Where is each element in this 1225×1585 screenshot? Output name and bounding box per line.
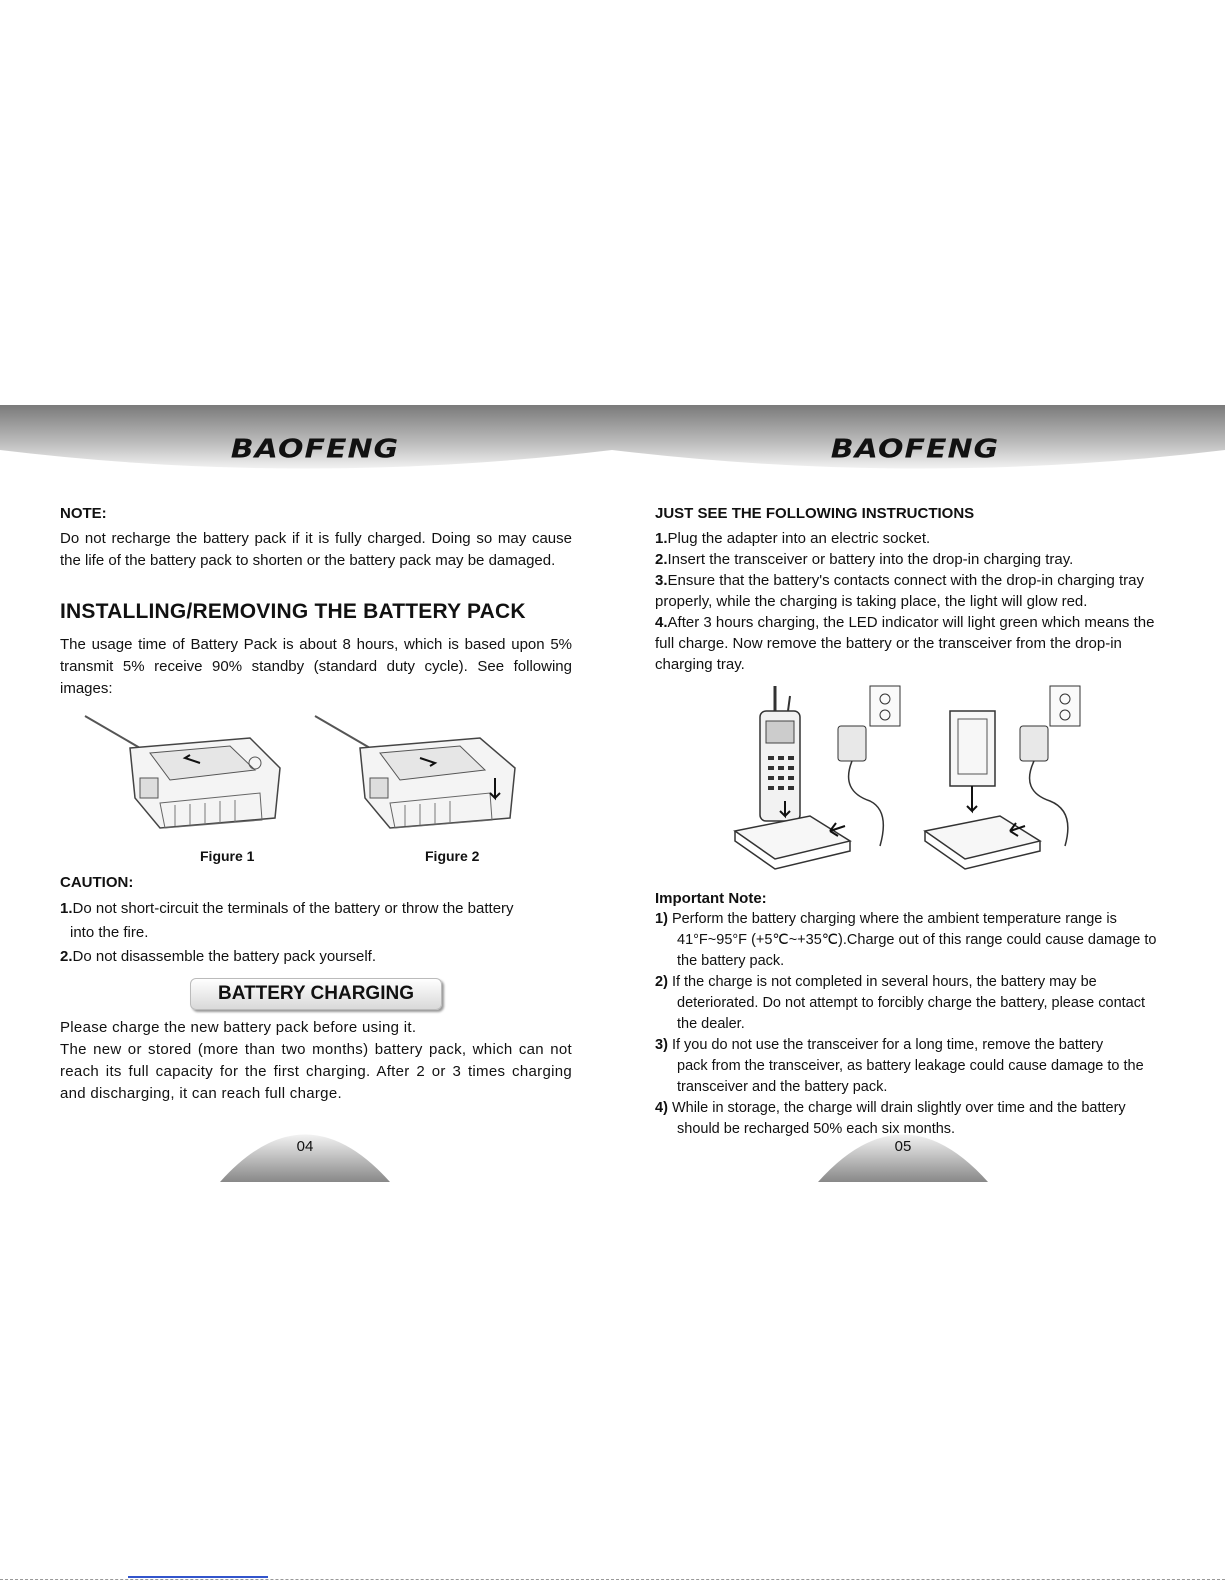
- caution-item: [60, 945, 572, 969]
- step-text: Ensure that the battery's contacts connect with the drop-in charging tray properly, while the charging is taking place, the light will glow red.: [655, 572, 1144, 610]
- battery-charging-heading: BATTERY CHARGING: [190, 978, 442, 1010]
- instruction-step: [655, 612, 1165, 675]
- note-continuation: should be recharged 50% each six months.: [677, 1121, 956, 1137]
- step-text: Plug the adapter into an electric socket.: [667, 530, 931, 547]
- instruction-step: [655, 528, 1165, 549]
- section-title-battery-pack: INSTALLING/REMOVING THE BATTERY PACK: [60, 600, 526, 623]
- caution-item-text: Do not disassemble the battery pack yourself.: [72, 948, 377, 965]
- instructions-title: JUST SEE THE FOLLOWING INSTRUCTIONS: [655, 505, 975, 522]
- instruction-step: [655, 570, 1165, 612]
- note-text: While in storage, the charge will drain slightly over time and the battery: [671, 1100, 1126, 1116]
- important-note-item: [655, 909, 1165, 972]
- caution-item-number: 2.: [60, 948, 73, 965]
- step-number: 1.: [655, 530, 668, 547]
- note-text: If the charge is not completed in several hours, the battery may be: [671, 974, 1097, 990]
- brand-logo-right: BAOFENG: [830, 434, 1000, 465]
- important-note-item: [655, 972, 1165, 1035]
- figure-1-label: Figure 1: [200, 848, 255, 864]
- right-page: [655, 505, 1165, 1140]
- charging-text-2: The new or stored (more than two months) battery pack, which can not reach its full capacity for the first charging. After 2 or 3 times charging and discharging, it can reach full charge.: [60, 1041, 572, 1102]
- note-number: 3): [655, 1037, 668, 1053]
- footer-link-underline: [128, 1576, 268, 1578]
- battery-figures: [60, 708, 572, 848]
- note-title: NOTE:: [60, 505, 107, 522]
- note-continuation: 41°F~95°F (+5℃~+35℃).Charge out of this range could cause damage to the battery pack.: [677, 932, 1157, 969]
- page-number-right: [818, 1132, 988, 1182]
- step-text: After 3 hours charging, the LED indicator will light green which means the full charge. Now remove the battery or the transceiver from the drop-in charging tray.: [655, 614, 1155, 673]
- caution-item-continuation: into the fire.: [70, 924, 149, 941]
- important-note-title: Important Note:: [655, 890, 767, 907]
- step-number: 2.: [655, 551, 668, 568]
- figure-2-label: Figure 2: [425, 848, 480, 864]
- note-number: 4): [655, 1100, 668, 1116]
- caution-item-number: 1.: [60, 900, 73, 917]
- charging-text-1: Please charge the new battery pack before using it.: [60, 1019, 417, 1036]
- note-number: 2): [655, 974, 668, 990]
- step-number: 3.: [655, 572, 668, 589]
- step-text: Insert the transceiver or battery into the drop-in charging tray.: [667, 551, 1074, 568]
- left-page: [60, 505, 572, 1102]
- note-number: 1): [655, 911, 668, 927]
- note-continuation: deteriorated. Do not attempt to forcibly charge the battery, please contact the dealer.: [677, 995, 1146, 1032]
- important-note-item: [655, 1035, 1165, 1098]
- caution-title: CAUTION:: [60, 874, 134, 891]
- caution-item: [60, 897, 572, 945]
- note-continuation: pack from the transceiver, as battery leakage could cause damage to the transceiver and the battery pack.: [677, 1058, 1144, 1095]
- brand-logo-left: BAOFENG: [230, 434, 400, 465]
- note-text: If you do not use the transceiver for a long time, remove the battery: [671, 1037, 1104, 1053]
- usage-text: The usage time of Battery Pack is about 8 hours, which is based upon 5% transmit 5% receive 90% standby (standard duty cycle). See following images:: [60, 636, 572, 697]
- page-number-text: 04: [296, 1138, 314, 1155]
- page-number-left: [220, 1132, 390, 1182]
- figure-2-illustration: [310, 708, 530, 843]
- page-number-text: 05: [894, 1138, 912, 1155]
- note-text: Perform the battery charging where the ambient temperature range is: [671, 911, 1117, 927]
- figure-1-illustration: [80, 708, 290, 843]
- note-text: Do not recharge the battery pack if it is fully charged. Doing so may cause the life of the battery pack to shorten or the battery pack may be damaged.: [60, 530, 572, 569]
- step-number: 4.: [655, 614, 668, 631]
- charging-tray-illustration: [730, 681, 1090, 871]
- caution-item-text: Do not short-circuit the terminals of the battery or throw the battery: [72, 900, 514, 917]
- footer-divider: [0, 1579, 1225, 1580]
- instruction-step: [655, 549, 1165, 570]
